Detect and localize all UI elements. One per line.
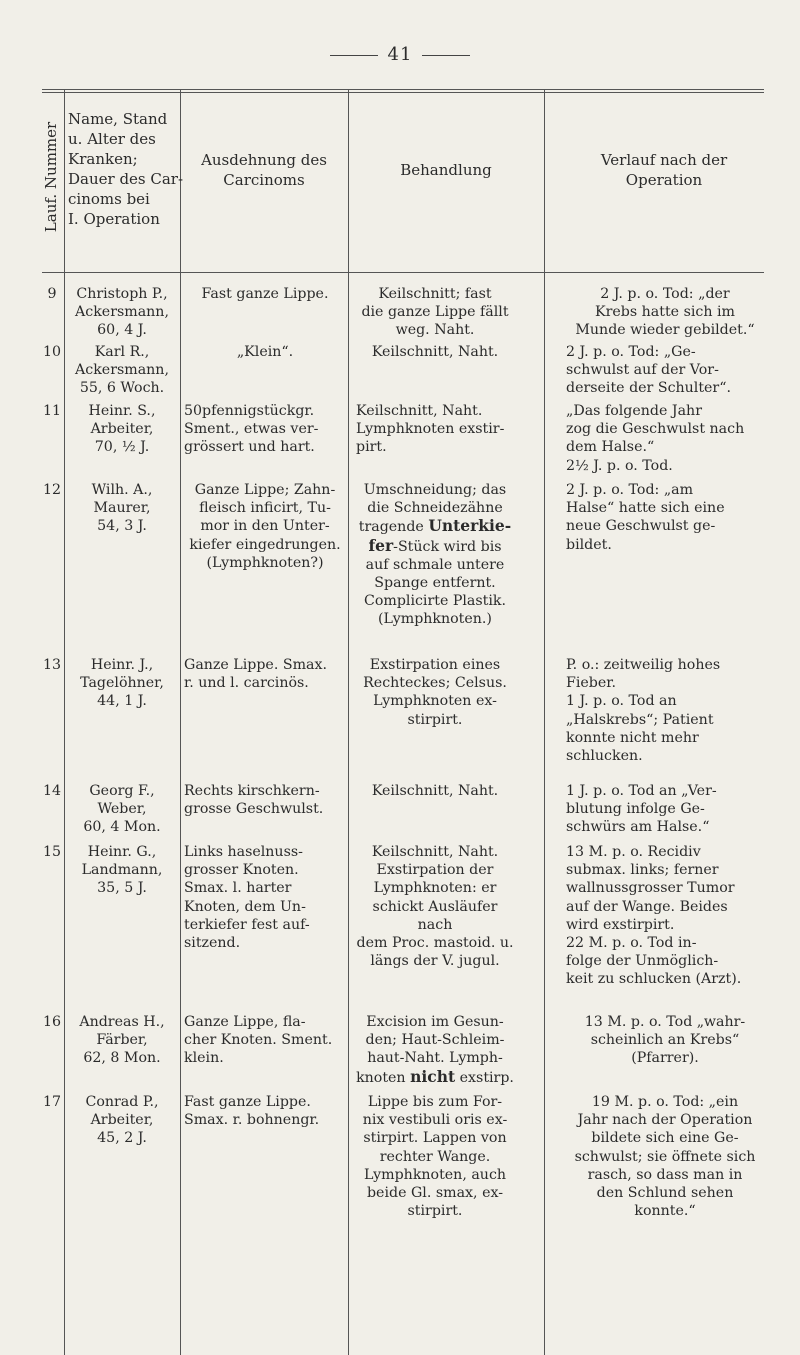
- table-top-rule: [42, 89, 764, 90]
- column-divider: [64, 90, 65, 1355]
- header-lauf-nummer: Lauf. Nummer: [42, 121, 60, 233]
- right-dash: [422, 55, 470, 56]
- header-extent: Ausdehnung des Carcinoms: [201, 151, 327, 189]
- treatment-cell: Umschneidung; das die Schneidezähne tragende Unterkie- fer-Stück wird bis auf schmale untere Spange entfernt. Complicirte Plastik. (Lymphknoten.): [358, 482, 512, 628]
- column-divider: [180, 90, 181, 1355]
- header-treatment: Behandlung: [400, 161, 492, 179]
- treatment-cell: Excision im Gesun- den; Haut-Schleim- haut-Naht. Lymph- knoten nicht exstirp.: [356, 1014, 514, 1086]
- header-bottom-rule: [42, 272, 764, 273]
- column-divider: [544, 90, 545, 1355]
- header-name: Name, Stand u. Alter des Kranken; Dauer des Car- cinoms bei I. Operation: [68, 110, 184, 228]
- table-top-rule-inner: [42, 92, 764, 93]
- header-course: Verlauf nach der Operation: [600, 151, 728, 189]
- document-page: 41 Lauf. Nummer Name, Stand u. Alter des Kranken; Dauer des Car- cinoms bei I. Operation Ausdehnung des Carcinoms Behandlung Verlauf nach der Operation 9 Christoph P., Ackersmann, 60, 4 J. Fast ganze Lippe. Keilschnitt; fast die ganze Lippe fällt weg. Naht. 2 J. p. o. Tod: „der Krebs hatte sich im Munde wieder gebildet.“ 10 Karl R., Ackersmann, 55, 6 Woch. „Klein“. Keilschnitt, Naht. 2 J. p. o. Tod: „Ge- schwulst auf der Vor- derseite der Schulter“. 11 Heinr. S., Arbeiter, 70, ½ J. 50pfennigstückgr. Sment., etwas ver- grössert und hart. Keilschnitt, Naht. Lymphknoten exstir- pirt. „Das folgende Jahr zog die Geschwulst nach dem Halse.“ 2½ J. p. o. Tod. 12 Wilh. A., Maurer, 54, 3 J. Ganze Lippe; Zahn- fleisch inficirt, Tu- mor in den Unter- kiefer eingedrungen. (Lymphknoten?) Umschneidung; das die Schneidezähne tragende Unterkie- fer-Stück wird bis auf schmale untere Spange entfernt. Complicirte Plastik. (Lymphknoten.) 2 J. p. o. Tod: „am Halse“ hatte sich eine neue Geschwulst ge- bildet. 13 Heinr. J., Tagelöhner, 44, 1 J. Ganze Lippe. Smax. r. und l. carcinös. Exstirpation eines Rechteckes; Celsus. Lymphknoten ex- stirpirt. P. o.: zeitweilig hohes Fieber. 1 J. p. o. Tod an „Halskrebs“; Patient konnte nicht mehr schlucken. 14 Georg F., Weber, 60, 4 Mon. Rechts kirschkern- grosse Geschwulst. Keilschnitt, Naht. 1 J. p. o. Tod an „Ver- blutung infolge Ge- schwürs am Halse.“ 15 Heinr. G., Landmann, 35, 5 J. Links haselnuss- grosser Knoten. Smax. l. harter Knoten, dem Un- terkiefer fest auf- sitzend. Keilschnitt, Naht. Exstirpation der Lymphknoten: er schickt Ausläufer nach dem Proc. mastoid. u. längs der V. jugul. 13 M. p. o. Recidiv submax. links; ferner wallnussgrosser Tumor auf der Wange. Beides wird exstirpirt. 22 M. p. o. Tod in- folge der Unmöglich- keit zu schlucken (Arzt). 16 Andreas H., Färber, 62, 8 Mon. Ganze Lippe, fla- cher Knoten. Sment. klein. Excision im Gesun- den; Haut-Schleim- haut-Naht. Lymph- knoten nicht exstirp. 13 M. p. o. Tod „wahr- scheinlich an Krebs“ (Pfarrer). 17 Conrad P., Arbeiter, 45, 2 J. Fast ganze Lippe. Smax. r. bohnengr. Lippe bis zum For- nix vestibuli oris ex- stirpirt. Lappen von rechter Wange. Lymphknoten, auch beide Gl. smax, ex- stirpirt. 19 M. p. o. Tod: „ein Jahr nach der Operation bildete sich eine Ge- schwulst; sie öffnete sich rasch, so dass man in den Schlund sehen konnte.“: [0, 0, 800, 1352]
- left-dash: [330, 55, 378, 56]
- page-number: 41: [0, 44, 800, 65]
- column-divider: [348, 90, 349, 1355]
